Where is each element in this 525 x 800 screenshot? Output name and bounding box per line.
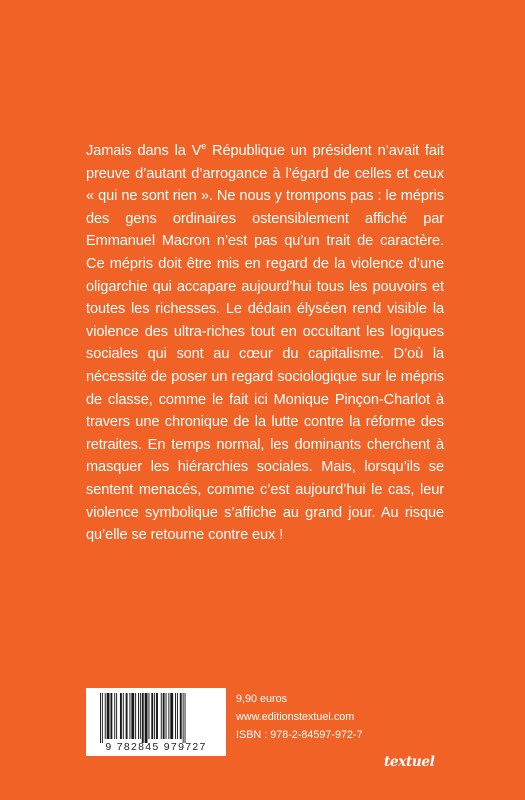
barcode-bar: [129, 693, 130, 739]
barcode-bar: [163, 693, 165, 739]
blurb-superscript: e: [201, 141, 207, 152]
barcode-bar: [126, 693, 128, 739]
barcode-bar: [177, 693, 178, 739]
back-cover-blurb: [86, 140, 444, 547]
barcode-bar: [135, 693, 136, 739]
barcode-bar: [151, 693, 153, 739]
blurb-text-rest: République un président n’avait fait preuve d’autant d’arrogance à l’égard de celles et ceux « qui ne sont rien ». Ne nous y trompons pas : le mépris des gens ordinaires ostensiblement affiché par Emmanuel Macron n’est pas qu’un trait de caractère. Ce mépris doit être mis en regard de la violence d’une oligarchie qui accapare aujourd’hui tous les pouvoirs et toutes les richesses. Le dédain élyséen rend visible la violence des ultra-riches tout en occultant les logiques sociales qui sont au cœur du capitalisme. D’où la nécessité de poser un regard sociologique sur le mépris de classe, comme le fait ici Monique Pinçon-Charlot à travers une chronique de la lutte contre la réforme des retraites. En temps normal, les dominants cherchent à masquer les hiérarchies sociales. Mais, lorsqu’ils se sentent menacés, comme c’est aujourd’hui le cas, leur violence symbolique s’affiche au grand jour. Au risque qu’elle se retourne contre eux !: [86, 143, 445, 544]
barcode-bar: [102, 693, 103, 743]
barcode-bar: [154, 693, 155, 739]
barcode-bar: [107, 693, 110, 739]
isbn: ISBN : 978-2-84597-972-7: [236, 729, 363, 741]
barcode-bar: [175, 693, 176, 739]
barcode-bar: [180, 693, 182, 739]
barcode-bar: [148, 693, 149, 739]
barcode-bar: [100, 693, 101, 743]
barcode-digits: 9 782845 979727: [105, 741, 207, 753]
barcode-bar: [161, 693, 162, 739]
barcode-bar: [114, 693, 115, 739]
barcode-bar: [140, 693, 141, 739]
barcode-bar: [166, 693, 167, 739]
barcode-bar: [183, 693, 184, 743]
barcode-bar: [116, 693, 117, 739]
barcode-bar: [156, 693, 158, 739]
barcode-bar: [120, 693, 122, 739]
barcode: [86, 688, 226, 756]
barcode-bar: [145, 693, 148, 743]
publisher-website: www.editionstextuel.com: [236, 711, 355, 723]
barcode-bar: [168, 693, 169, 739]
blurb-text-start: Jamais dans la V: [86, 143, 202, 159]
publisher-logo: textuel: [384, 754, 435, 770]
barcode-bar: [185, 693, 186, 743]
barcode-bar: [131, 693, 134, 739]
barcode-bar: [170, 693, 173, 739]
price: 9,90 euros: [236, 693, 288, 705]
publication-info: [236, 690, 363, 744]
barcode-bar: [110, 693, 112, 739]
barcode-bar: [138, 693, 139, 739]
barcode-bar: [142, 693, 144, 743]
barcode-bar: [123, 693, 124, 739]
barcode-bar: [105, 693, 106, 739]
